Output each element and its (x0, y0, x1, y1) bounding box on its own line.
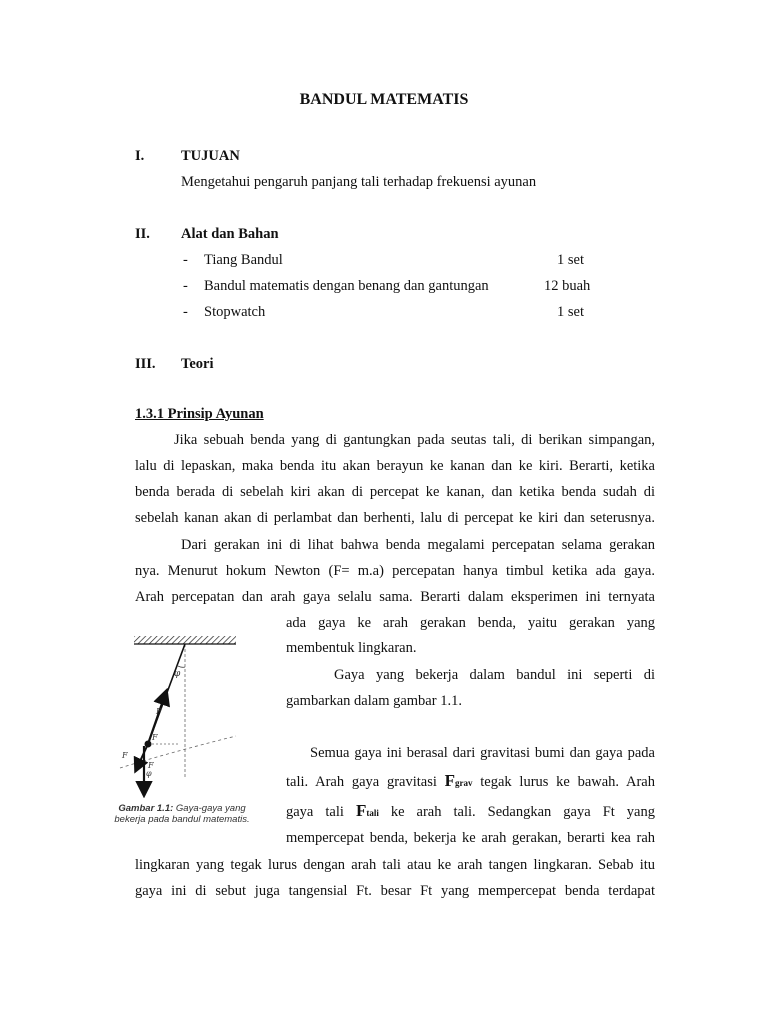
label-f-tali: F (156, 707, 162, 716)
paragraph-line: tali. Arah gaya gravitasi Fgrav tegak lurus ke bawah. Arah (286, 771, 655, 790)
list-item-name: Tiang Bandul (204, 252, 283, 268)
paragraph-line: ada gaya ke arah gerakan benda, yaitu gerakan yang (286, 615, 655, 631)
caption-text: Gaya-gaya yang bekerja pada bandul matematis. (114, 803, 250, 825)
caption-label: Gambar 1.1: (118, 803, 174, 814)
paragraph-line: membentuk lingkaran. (286, 640, 417, 656)
list-item-dash: - (183, 278, 188, 294)
label-f-t-left: F (122, 751, 128, 760)
figure-caption (112, 803, 252, 825)
subsection-heading: 1.3.1 Prinsip Ayunan (135, 406, 264, 422)
section2-number: II. (135, 226, 150, 242)
list-item-dash: - (183, 252, 188, 268)
paragraph-line: Semua gaya ini berasal dari gravitasi bumi dan gaya pada (310, 745, 655, 761)
paragraph-line: lingkaran yang tegak lurus dengan arah tali atau ke arah tangen lingkaran. Sebab itu (135, 857, 655, 873)
section1-number: I. (135, 148, 145, 164)
tangential-force-arrow (136, 744, 148, 770)
ceiling-hatch (134, 636, 236, 644)
list-item-name: Stopwatch (204, 304, 266, 320)
angle-arc (178, 666, 185, 667)
page-title: BANDUL MATEMATIS (299, 91, 469, 108)
paragraph-line: gambarkan dalam gambar 1.1. (286, 693, 462, 709)
label-f-grav: F (148, 761, 154, 770)
section1-heading: TUJUAN (181, 148, 240, 164)
section3-heading: Teori (181, 356, 214, 372)
paragraph-line: Arah percepatan dan arah gaya selalu sama. Berarti dalam eksperimen ini ternyata (135, 589, 655, 605)
paragraph-line: gaya ini di sebut juga tangensial Ft. besar Ft yang mempercepat benda terdapat (135, 883, 655, 899)
list-item-dash: - (183, 304, 188, 320)
paragraph-line: Dari gerakan ini di lihat bahwa benda megalami percepatan selama gerakan (181, 537, 655, 553)
paragraph-line: Gaya yang bekerja dalam bandul ini seperti di (334, 667, 655, 683)
section3-number: III. (135, 356, 156, 372)
paragraph-line: sebelah kanan akan di perlambat dan berhenti, lalu di percepat ke kiri dan seterusnya. (135, 510, 655, 526)
list-item-qty: 1 set (557, 304, 584, 320)
paragraph-line: benda berada di sebelah kiri akan di percepat ke kanan, dan ketika benda sudah di (135, 484, 655, 500)
paragraph-line: gaya tali Ftali ke arah tali. Sedangkan gaya Ft yang (286, 801, 655, 820)
pendulum-figure (108, 628, 248, 798)
list-item-name: Bandul matematis dengan benang dan gantungan (204, 278, 489, 294)
label-f-t: F (152, 733, 158, 742)
pendulum-bob (145, 741, 152, 748)
section2-heading: Alat dan Bahan (181, 226, 279, 242)
paragraph-line: mempercepat benda, bekerja ke arah gerakan, berarti kea rah (286, 830, 655, 846)
section1-text: Mengetahui pengaruh panjang tali terhadap frekuensi ayunan (181, 174, 537, 190)
paragraph-line: nya. Menurut hokum Newton (F= m.a) percepatan hanya timbul ketika ada gaya. (135, 563, 655, 579)
angle-label-phi: φ (174, 669, 181, 679)
swing-arc (120, 736, 236, 768)
paragraph-line: Jika sebuah benda yang di gantungkan pada seutas tali, di berikan simpangan, (174, 432, 655, 448)
list-item-qty: 12 buah (544, 278, 591, 294)
angle-label-phi-lower: φ (146, 769, 152, 778)
paragraph-line: lalu di lepaskan, maka benda itu akan berayun ke kanan dan ke kiri. Berarti, ketika (135, 458, 655, 474)
list-item-qty: 1 set (557, 252, 584, 268)
